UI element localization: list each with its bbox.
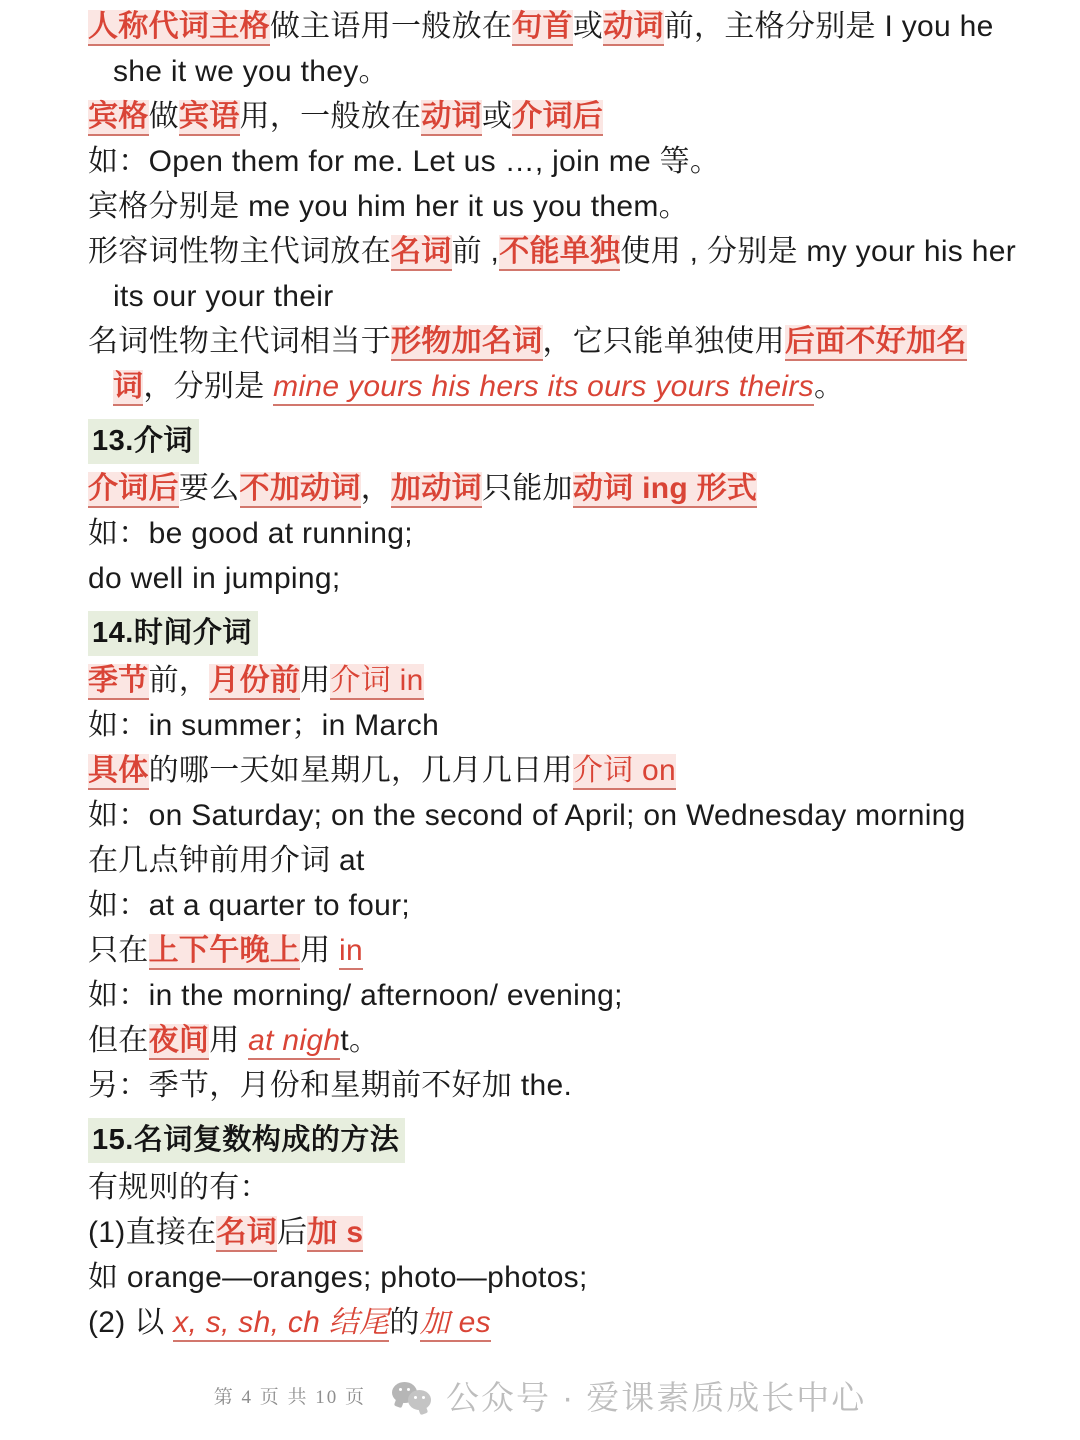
term-possessive-plus-noun: 形物加名词	[391, 325, 543, 361]
term-not-alone: 不能单独	[499, 235, 620, 271]
section-14-line-3	[88, 748, 1024, 793]
pronoun-line-3: 如：Open them for me. Let us …, join me 等。	[88, 145, 721, 178]
section-15-line-1: 有规则的有：	[88, 1171, 270, 1204]
pronoun-line-2-text-c: 或	[481, 100, 513, 133]
pronoun-line-1-text-c: 前，主格分别是 I you he she it we you they。	[113, 10, 994, 88]
section-14-line-10: 另：季节，月份和星期前不好加 the.	[88, 1069, 573, 1102]
pronoun-line-6-text-d: 。	[813, 370, 845, 403]
s14-l9-t1: 但在	[88, 1024, 149, 1057]
section-14-line-7	[88, 928, 1024, 973]
section-13-title: 13.介词	[88, 419, 199, 464]
s14-l1-t1: 前，	[148, 664, 210, 697]
s15-l2-t2: 后	[277, 1216, 308, 1249]
pronoun-line-5-text-c: 使用 , 分别是 my your his her its our your their	[113, 235, 1016, 313]
term-preposition-on: 介词 on	[573, 754, 676, 790]
term-season: 季节	[88, 664, 149, 700]
s14-l9-t2: 用	[209, 1024, 249, 1057]
page-number: 第 4 页 共 10 页	[213, 1387, 366, 1408]
section-14-line-1	[88, 658, 1024, 703]
term-object-case: 宾格	[88, 100, 149, 136]
pronoun-line-2-text-a: 做	[148, 100, 179, 133]
pronoun-line-2-text-b: 用，一般放在	[239, 100, 422, 133]
s15-l2-t1: (1)直接在	[88, 1216, 217, 1249]
section-15-line-3: 如 orange—oranges; photo—photos;	[88, 1261, 588, 1294]
term-sentence-start: 句首	[512, 10, 573, 46]
term-at-night: at nigh	[248, 1024, 340, 1060]
section-14-line-5: 在几点钟前用介词 at	[88, 844, 365, 877]
term-add-es: 加 es	[420, 1306, 491, 1342]
term-add-s: 加 s	[307, 1216, 363, 1252]
page-footer	[0, 1372, 1080, 1419]
s13-l1-t3: 只能加	[481, 472, 573, 505]
term-no-noun-after: 后面不好加名词	[113, 325, 967, 406]
s15-l4-t1: (2) 以	[88, 1306, 174, 1339]
term-add-verb: 加动词	[391, 472, 482, 508]
term-subject-pronoun: 人称代词主格	[88, 10, 270, 46]
section-14-line-6: 如：at a quarter to four;	[88, 889, 411, 922]
pronoun-line-1-text-b: 或	[572, 10, 604, 43]
s14-l1-t2: 用	[300, 664, 331, 697]
term-night: 夜间	[149, 1024, 210, 1060]
section-14-line-9	[88, 1018, 1024, 1063]
wechat-attribution	[392, 1372, 866, 1419]
pronoun-line-5-text-a: 形容词性物主代词放在	[88, 235, 391, 268]
pronoun-line-1-text-a: 做主语用一般放在	[269, 10, 513, 43]
pronoun-line-5-text-b: 前 ,	[451, 235, 500, 268]
term-verb-2: 动词	[421, 100, 482, 136]
section-15-title: 15.名词复数构成的方法	[88, 1118, 405, 1163]
section-15-line-2	[88, 1210, 1024, 1255]
s13-l1-t1: 要么	[178, 472, 240, 505]
pronoun-line-4: 宾格分别是 me you him her it us you them。	[88, 190, 689, 223]
term-object: 宾语	[179, 100, 240, 136]
term-noun: 名词	[391, 235, 452, 271]
pronoun-line-1	[88, 4, 1024, 94]
pronoun-line-6	[88, 319, 1024, 409]
term-after-preposition: 介词后	[512, 100, 603, 136]
term-after-preposition-13: 介词后	[88, 472, 179, 508]
s14-l7-t1: 只在	[88, 934, 149, 967]
s14-l3-t1: 的哪一天如星期几，几月几日用	[148, 754, 573, 787]
pronoun-line-2	[88, 94, 1024, 139]
section-14-line-2: 如：in summer；in March	[88, 709, 440, 742]
section-13	[88, 409, 1024, 601]
term-verb-ing-form: 动词 ing 形式	[573, 472, 757, 508]
term-preposition-in: 介词 in	[330, 664, 423, 700]
section-14-line-4: 如：on Saturday; on the second of April; on Wednesday morning	[88, 799, 966, 832]
term-specific: 具体	[88, 754, 149, 790]
section-14	[88, 601, 1024, 1108]
term-before-month: 月份前	[209, 664, 300, 700]
term-am-pm-evening: 上下午晚上	[149, 934, 301, 970]
term-ends-with-x-s-sh-ch: x, s, sh, ch 结尾	[173, 1306, 389, 1342]
wechat-icon	[392, 1380, 432, 1412]
term-possessive-pronouns-list: mine yours his hers its ours yours theirs	[273, 370, 814, 406]
s15-l4-t2: 的	[389, 1306, 420, 1339]
section-15-line-4	[88, 1300, 1024, 1345]
term-in: in	[339, 934, 363, 970]
term-verb: 动词	[603, 10, 664, 46]
pronoun-line-6-text-a: 名词性物主代词相当于	[88, 325, 391, 358]
s14-l9-t3: t。	[340, 1024, 380, 1057]
pronoun-line-6-text-c: ，分别是	[143, 370, 274, 403]
section-13-line-1	[88, 466, 1024, 511]
term-no-verb: 不加动词	[240, 472, 361, 508]
s14-l7-t2: 用	[300, 934, 340, 967]
pronoun-line-6-text-b: ，它只能单独使用	[542, 325, 785, 358]
wechat-account-label: 公众号 · 爱课素质成长中心	[445, 1379, 867, 1416]
section-13-line-3: do well in jumping;	[88, 562, 341, 595]
section-15	[88, 1108, 1024, 1345]
section-14-line-8: 如：in the morning/ afternoon/ evening;	[88, 979, 623, 1012]
s13-l1-t2: ，	[360, 472, 392, 505]
term-noun-15: 名词	[216, 1216, 277, 1252]
pronoun-line-5	[88, 229, 1024, 319]
section-13-line-2: 如：be good at running;	[88, 517, 413, 550]
section-14-title: 14.时间介词	[88, 611, 258, 656]
pronoun-section	[88, 4, 1024, 409]
